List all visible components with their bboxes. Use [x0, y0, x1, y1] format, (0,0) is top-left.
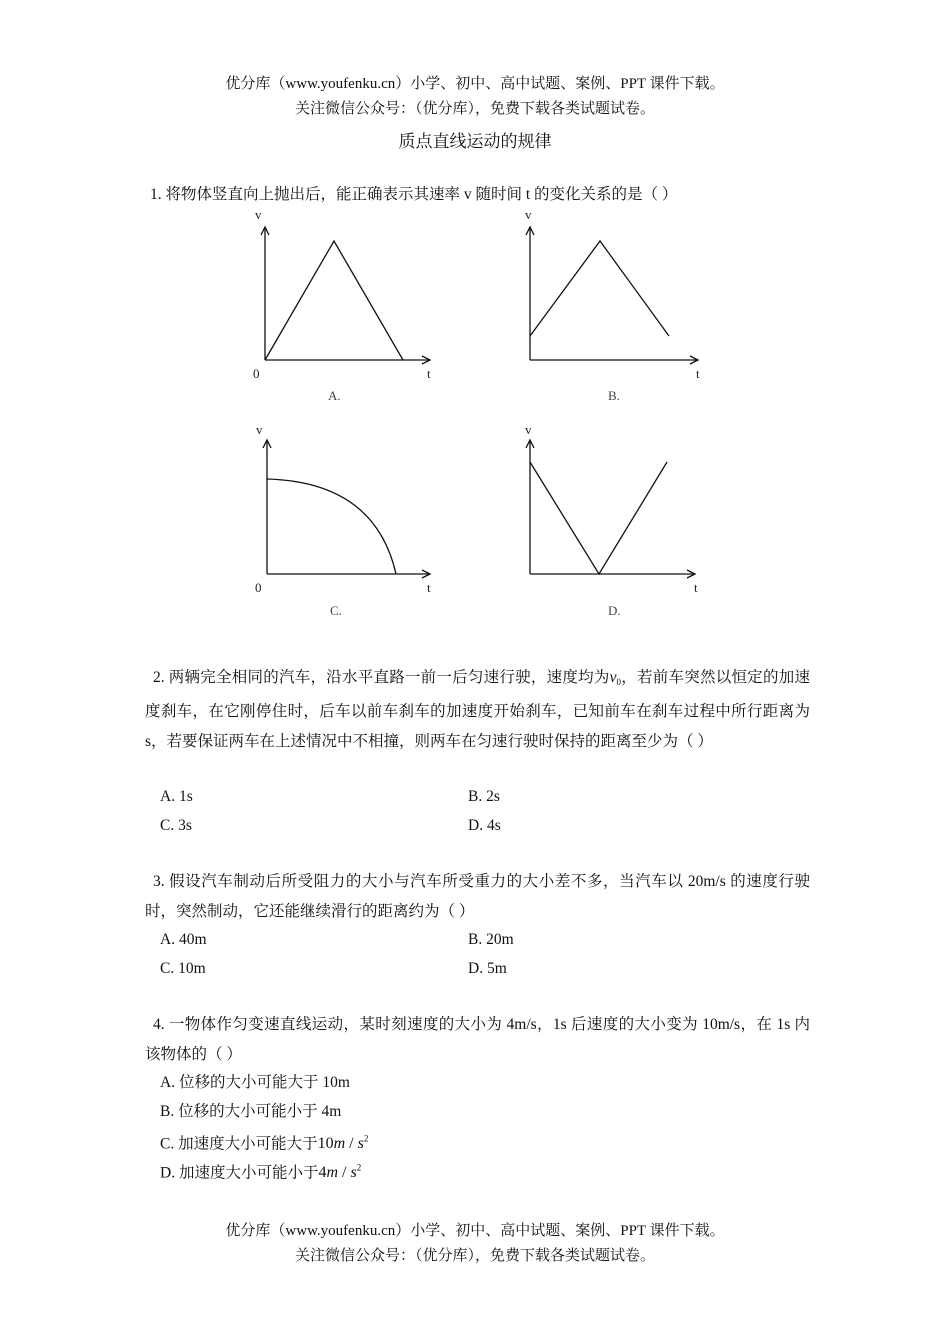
graph-b-caption: B.: [608, 388, 620, 403]
graph-a-ylabel: v: [255, 207, 262, 222]
q3-option-d: D. 5m: [468, 960, 507, 977]
graph-c-xlabel: t: [427, 580, 431, 595]
question-1-text: 1. 将物体竖直向上抛出后，能正确表示其速率 v 随时间 t 的变化关系的是（ ）: [150, 186, 678, 203]
graph-a-curve: [265, 241, 403, 360]
q4-option-c-value: $10m / s^2$: [317, 1134, 369, 1153]
q4-option-b: B. 位移的大小可能小于 4m: [160, 1103, 342, 1120]
q4-option-a: A. 位移的大小可能大于 10m: [160, 1074, 350, 1091]
graph-b-xlabel: t: [696, 366, 700, 381]
graph-a-xlabel: t: [427, 366, 431, 381]
graph-d-curve: [530, 462, 667, 574]
graph-d: [505, 420, 705, 620]
graph-a-caption: A.: [328, 388, 341, 403]
question-4-text: 4. 一物体作匀变速直线运动，某时刻速度的大小为 4m/s，1s 后速度的大小变为 10m/s，在 1s 内该物体的（ ）: [145, 1016, 810, 1063]
q3-option-c: C. 10m: [160, 960, 206, 977]
graph-b-curve: [530, 241, 669, 336]
graph-c-origin: 0: [255, 580, 262, 595]
graph-a: [240, 205, 440, 405]
question-2-text-pre: 2. 两辆完全相同的汽车，沿水平直路一前一后匀速行驶，速度均为: [153, 669, 610, 686]
graph-b: [505, 205, 705, 405]
graph-c-curve: [267, 479, 396, 574]
question-3-text: 3. 假设汽车制动后所受阻力的大小与汽车所受重力的大小差不多，当汽车以 20m/s 的速度行驶时，突然制动，它还能继续滑行的距离约为（ ）: [145, 873, 810, 920]
graph-c: [240, 420, 440, 620]
graph-c-caption: C.: [330, 603, 342, 618]
q2-option-a: A. 1s: [160, 788, 193, 805]
footer-line-1: 优分库（www.youfenku.cn）小学、初中、高中试题、案例、PPT 课件下载。: [225, 1223, 725, 1239]
q4-option-d: [160, 1158, 361, 1183]
q2-option-c: C. 3s: [160, 817, 192, 834]
v0-symbol: $v_0$: [609, 669, 622, 687]
graph-b-ylabel: v: [525, 207, 532, 222]
q4-option-c: [160, 1129, 368, 1154]
q3-option-b: B. 20m: [468, 931, 514, 948]
graph-c-ylabel: v: [256, 422, 263, 437]
graph-a-origin: 0: [253, 366, 260, 381]
q2-option-b: B. 2s: [468, 788, 500, 805]
q4-option-d-text: D. 加速度大小可能小于: [160, 1164, 319, 1182]
q4-option-c-text: C. 加速度大小可能大于: [160, 1135, 318, 1153]
page-title: 质点直线运动的规律: [398, 132, 552, 151]
q3-option-a: A. 40m: [160, 931, 207, 948]
q4-option-d-value: $4m / s^2$: [318, 1163, 362, 1182]
q2-option-d: D. 4s: [468, 817, 501, 834]
footer-line-2: 关注微信公众号：（优分库），免费下载各类试题试卷。: [294, 1248, 655, 1264]
graph-d-ylabel: v: [525, 422, 532, 437]
header-line-2: 关注微信公众号：（优分库），免费下载各类试题试卷。: [294, 101, 655, 117]
header-line-1: 优分库（www.youfenku.cn）小学、初中、高中试题、案例、PPT 课件下载。: [225, 76, 725, 92]
question-2-text: [145, 663, 810, 757]
question-2-text-post: ，若前车突然以恒定的加速度刹车，在它刚停住时，后车以前车刹车的加速度开始刹车，已知前车在刹车过程中所行距离为 s，若要保证两车在上述情况中不相撞，则两车在匀速行驶时保持的距离至少为（ ）: [145, 669, 810, 750]
graph-d-caption: D.: [608, 603, 621, 618]
graph-d-xlabel: t: [694, 580, 698, 595]
